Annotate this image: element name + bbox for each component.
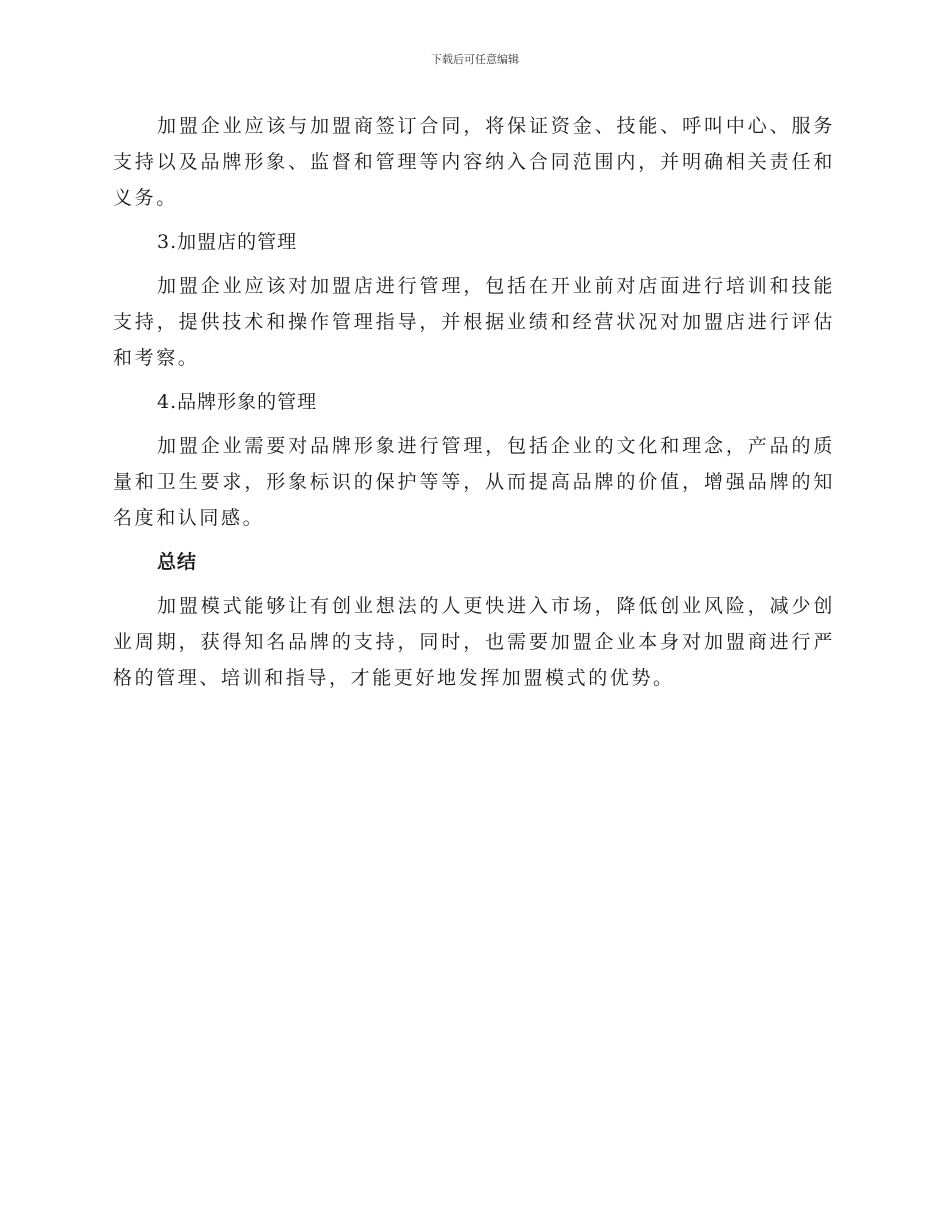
paragraph-store-management: 加盟企业应该对加盟店进行管理，包括在开业前对店面进行培训和技能支持，提供技术和操作管理指导，并根据业绩和经营状况对加盟店进行评估和考察。	[113, 275, 835, 369]
subheading-store-management: 3.加盟店的管理	[157, 231, 298, 253]
paragraph-brand-management: 加盟企业需要对品牌形象进行管理，包括企业的文化和理念，产品的质量和卫生要求，形象标识的保护等等，从而提高品牌的价值，增强品牌的知名度和认同感。	[113, 435, 835, 529]
paragraph-summary: 加盟模式能够让有创业想法的人更快进入市场，降低创业风险，减少创业周期，获得知名品牌的支持，同时，也需要加盟企业本身对加盟商进行严格的管理、培训和指导，才能更好地发挥加盟模式的优势。	[113, 595, 835, 689]
section-title-summary: 总结	[157, 551, 198, 573]
page-header: 下载后可任意编辑	[431, 53, 519, 66]
subheading-brand-management: 4.品牌形象的管理	[157, 391, 318, 413]
paragraph-contract: 加盟企业应该与加盟商签订合同，将保证资金、技能、呼叫中心、服务支持以及品牌形象、监督和管理等内容纳入合同范围内，并明确相关责任和义务。	[113, 115, 835, 209]
document-body	[113, 108, 835, 704]
